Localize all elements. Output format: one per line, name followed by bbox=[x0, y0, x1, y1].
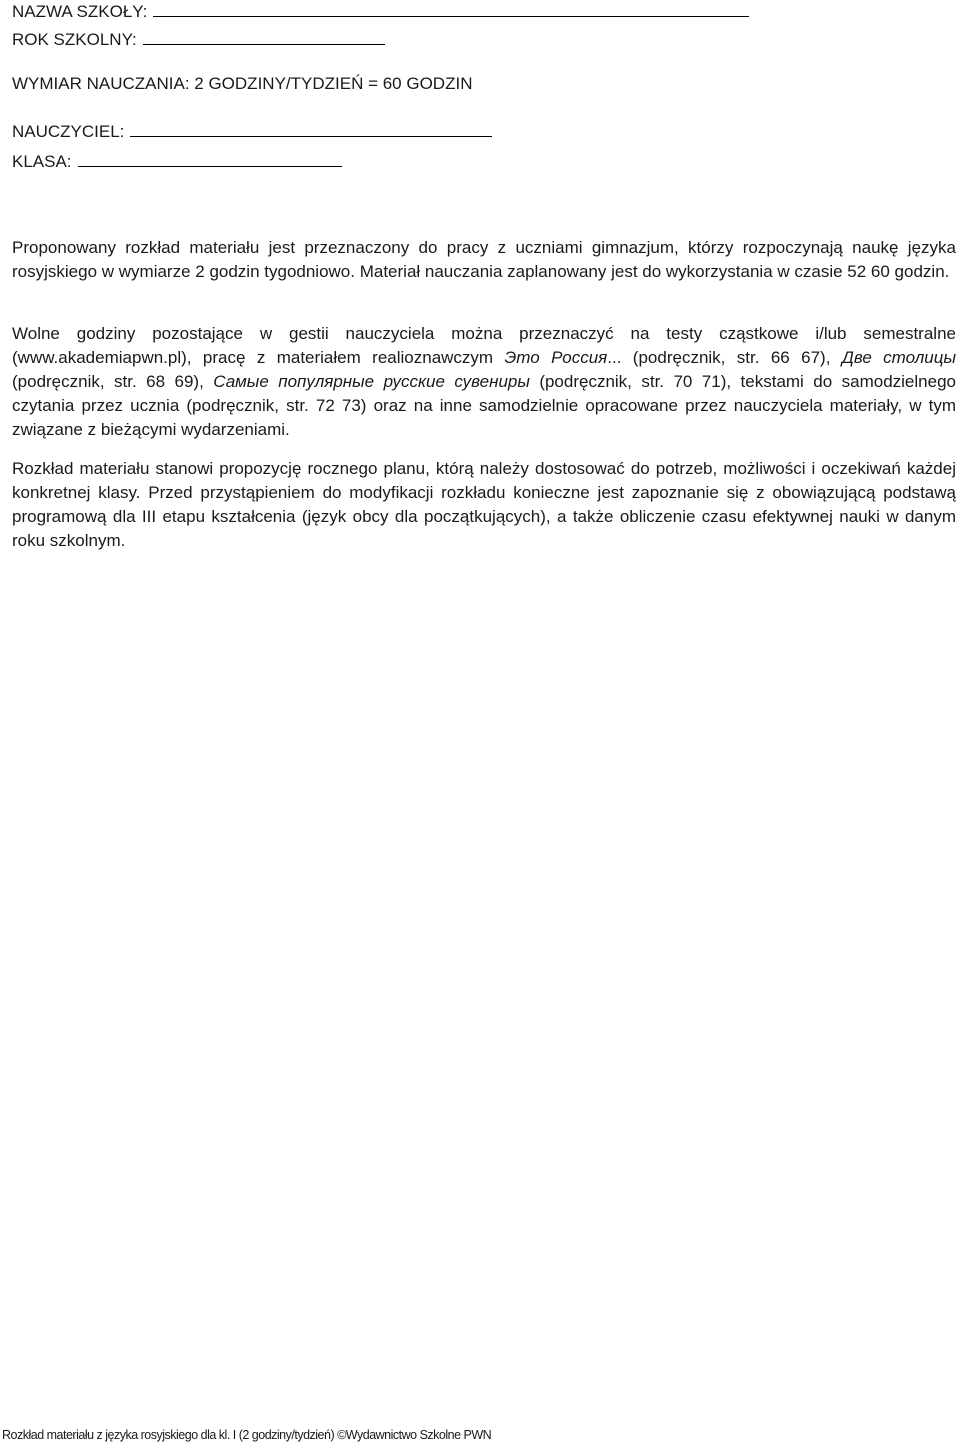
class-blank-line bbox=[78, 150, 342, 167]
school-name-field bbox=[12, 0, 749, 23]
class-label: KLASA: bbox=[12, 152, 72, 171]
class-field bbox=[12, 150, 342, 173]
title-suveniry: Самые популярные русские сувениры bbox=[213, 372, 530, 391]
page-footer: Rozkład materiału z języka rosyjskiego dla kl. I (2 godziny/tydzień) ©Wydawnictwo Szkolne PWN bbox=[2, 1428, 492, 1442]
school-year-field bbox=[12, 28, 385, 51]
title-dve-stolitsy: Две столицы bbox=[841, 348, 956, 367]
school-year-label: ROK SZKOLNY: bbox=[12, 30, 137, 49]
plan-paragraph: Rozkład materiału stanowi propozycję rocznego planu, którą należy dostosować do potrzeb, możliwości i oczekiwań każdej konkretnej klasy. Przed przystąpieniem do modyfikacji rozkładu konieczne jest zapoznanie się z obowiązującą podstawą programową dla III etapu kształcenia (język obcy dla początkujących), a także obliczenie czasu efektywnej nauki w danym roku szkolnym. bbox=[12, 459, 956, 550]
intro-paragraph: Proponowany rozkład materiału jest przeznaczony do pracy z uczniami gimnazjum, którzy rozpoczynają naukę języka rosyjskiego w wymiarze 2 godzin tygodniowo. Materiał nauczania zaplanowany jest do wykorzystania w czasie 52 60 godzin. bbox=[12, 238, 956, 281]
free-hours-text-4: (podręcznik, str. 70 71), tekstami do samodzielnego czytania przez ucznia (podręcznik, str. 72 73) oraz na inne samodzielnie opracowane przez nauczyciela materiały, w tym związane z bieżącymi wydarzeniami. bbox=[12, 372, 956, 439]
teaching-hours-text: WYMIAR NAUCZANIA: 2 GODZINY/TYDZIEŃ = 60 GODZIN bbox=[12, 74, 473, 93]
free-hours-text-1: Wolne godziny pozostające w gestii nauczyciela można przeznaczyć na testy cząstkowe i/lub semestralne (www.akademiapwn.pl), pracę z materiałem realioznawczym bbox=[12, 324, 956, 367]
free-hours-paragraph bbox=[12, 322, 956, 442]
school-name-blank-line bbox=[153, 0, 749, 17]
teaching-hours-line bbox=[12, 73, 472, 95]
school-name-label: NAZWA SZKOŁY: bbox=[12, 2, 148, 21]
title-eto-rossiya: Это Россия bbox=[504, 348, 608, 367]
teacher-blank-line bbox=[130, 120, 492, 137]
teacher-label: NAUCZYCIEL: bbox=[12, 122, 125, 141]
free-hours-text-3: (podręcznik, str. 68 69), bbox=[12, 372, 214, 391]
free-hours-text-2: ... (podręcznik, str. 66 67), bbox=[607, 348, 842, 367]
teacher-field bbox=[12, 120, 492, 143]
school-year-blank-line bbox=[143, 28, 385, 45]
